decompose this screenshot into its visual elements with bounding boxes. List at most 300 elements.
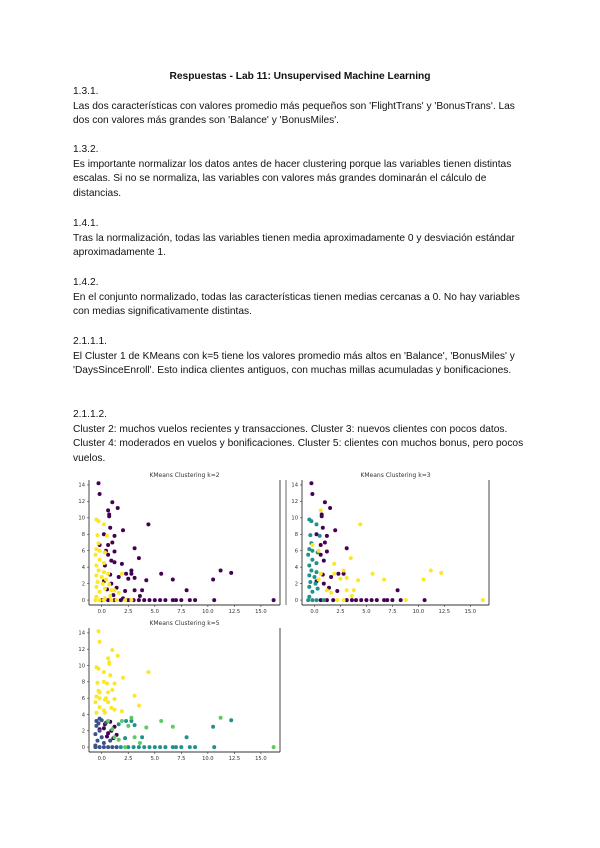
- data-point: [113, 588, 117, 592]
- data-point: [106, 719, 110, 723]
- data-point: [93, 553, 97, 557]
- data-point: [174, 598, 178, 602]
- chart-title: KMeans Clustering k=2: [149, 472, 220, 479]
- kmeans-k5-svg: [62, 618, 292, 764]
- data-point: [171, 725, 175, 729]
- data-point: [137, 704, 141, 708]
- y-tick-label: 14: [78, 630, 85, 637]
- data-point: [144, 578, 148, 582]
- data-point: [137, 745, 141, 749]
- data-point: [356, 578, 360, 582]
- data-point: [359, 598, 363, 602]
- data-point: [308, 533, 312, 537]
- data-point: [123, 598, 127, 602]
- data-point: [126, 577, 130, 581]
- data-point: [104, 578, 108, 582]
- data-point: [98, 729, 102, 733]
- data-point: [193, 745, 197, 749]
- y-tick-label: 10: [78, 663, 85, 670]
- data-point: [345, 588, 349, 592]
- data-point: [98, 717, 102, 721]
- data-point: [325, 550, 329, 554]
- data-point: [103, 711, 107, 715]
- data-point: [153, 598, 157, 602]
- data-point: [371, 572, 375, 576]
- data-point: [124, 719, 128, 723]
- kmeans-k3-svg: [275, 470, 505, 616]
- data-point: [102, 670, 106, 674]
- data-point: [317, 578, 321, 582]
- data-point: [97, 519, 101, 523]
- data-point: [188, 745, 192, 749]
- data-point: [146, 522, 150, 526]
- data-point: [97, 481, 101, 485]
- x-tick-label: 10.0: [412, 609, 425, 615]
- data-point: [316, 587, 320, 591]
- data-point: [133, 588, 137, 592]
- data-point: [306, 598, 310, 602]
- data-point: [320, 514, 324, 518]
- data-point: [113, 534, 117, 538]
- data-point: [179, 598, 183, 602]
- data-point: [133, 546, 137, 550]
- data-point: [148, 745, 152, 749]
- data-point: [307, 573, 311, 577]
- data-point: [142, 598, 146, 602]
- data-point: [110, 688, 114, 692]
- y-tick-label: 8: [81, 679, 85, 686]
- data-point: [211, 725, 215, 729]
- data-point: [96, 580, 100, 584]
- data-point: [107, 662, 111, 666]
- data-point: [307, 585, 311, 589]
- data-point: [329, 591, 333, 595]
- y-tick-label: 2: [81, 728, 85, 735]
- data-point: [98, 558, 102, 562]
- x-tick-label: 0.0: [97, 609, 106, 615]
- data-point: [106, 690, 110, 694]
- data-point: [325, 588, 329, 592]
- data-point: [309, 481, 313, 485]
- data-point: [106, 572, 110, 576]
- data-point: [310, 492, 314, 496]
- data-point: [119, 598, 123, 602]
- data-point: [331, 598, 335, 602]
- data-point: [116, 506, 120, 510]
- data-point: [113, 550, 117, 554]
- data-point: [94, 564, 98, 568]
- data-point: [315, 570, 319, 574]
- data-point: [219, 569, 223, 573]
- data-point: [350, 598, 354, 602]
- y-tick-label: 6: [294, 548, 298, 555]
- data-point: [107, 582, 111, 586]
- x-tick-label: 2.5: [336, 609, 345, 615]
- x-tick-label: 0.0: [97, 756, 106, 762]
- data-point: [317, 549, 321, 553]
- data-point: [100, 575, 104, 579]
- data-point: [110, 745, 114, 749]
- data-point: [113, 735, 117, 739]
- data-point: [102, 745, 106, 749]
- data-point: [329, 575, 333, 579]
- data-point: [129, 569, 133, 573]
- data-point: [375, 598, 379, 602]
- data-point: [123, 745, 127, 749]
- x-tick-label: 12.5: [438, 609, 451, 615]
- data-point: [96, 681, 100, 685]
- data-point: [93, 598, 97, 602]
- data-point: [116, 654, 120, 658]
- data-point: [185, 735, 189, 739]
- data-point: [333, 528, 337, 532]
- y-tick-label: 8: [294, 532, 298, 539]
- data-point: [113, 682, 117, 686]
- data-point: [117, 722, 121, 726]
- data-point: [138, 741, 142, 745]
- y-tick-label: 6: [81, 695, 85, 702]
- data-point: [137, 556, 141, 560]
- data-point: [229, 718, 233, 722]
- data-point: [117, 575, 121, 579]
- data-point: [106, 543, 110, 547]
- x-tick-label: 5.0: [362, 609, 371, 615]
- data-point: [94, 724, 98, 728]
- x-tick-label: 15.0: [255, 756, 267, 762]
- data-point: [108, 526, 112, 530]
- data-point: [103, 550, 107, 554]
- section-text: En el conjunto normalizado, todas las características tienen medias cercanas a 0. No hay variables con medias significativamente distintas.: [73, 291, 520, 317]
- data-point: [146, 670, 150, 674]
- section-1-4-1: [73, 217, 533, 261]
- data-point: [322, 582, 326, 586]
- data-point: [133, 735, 137, 739]
- data-point: [126, 724, 130, 728]
- data-point: [115, 745, 119, 749]
- data-point: [328, 506, 332, 510]
- data-point: [423, 598, 427, 602]
- data-point: [109, 598, 113, 602]
- data-point: [132, 745, 136, 749]
- data-point: [319, 543, 323, 547]
- data-point: [185, 588, 189, 592]
- data-point: [120, 572, 124, 576]
- data-point: [148, 598, 152, 602]
- y-tick-label: 12: [78, 647, 85, 654]
- data-point: [315, 561, 319, 565]
- data-point: [159, 719, 163, 723]
- data-point: [113, 708, 117, 712]
- data-point: [123, 589, 127, 593]
- data-point: [211, 578, 215, 582]
- data-point: [102, 726, 106, 730]
- series-2: [310, 508, 484, 602]
- data-point: [129, 598, 133, 602]
- x-tick-label: 12.5: [228, 756, 241, 762]
- data-point: [100, 735, 104, 739]
- section-text: Cluster 2: muchos vuelos recientes y transacciones. Cluster 3: nuevos clientes con pocos datos. Cluster 4: moderados en vuelos y bonificaciones. Cluster 5: clientes con muchos bonus, pero pocos vuelos.: [73, 423, 524, 464]
- x-tick-label: 2.5: [124, 609, 133, 615]
- chart-title: KMeans Clustering k=3: [360, 472, 431, 479]
- data-point: [117, 591, 121, 595]
- data-point: [97, 667, 101, 671]
- y-tick-label: 0: [81, 744, 85, 751]
- data-point: [342, 598, 346, 602]
- x-tick-label: 7.5: [177, 756, 186, 762]
- data-point: [133, 694, 137, 698]
- x-tick-label: 10.0: [202, 756, 214, 762]
- data-point: [110, 648, 114, 652]
- data-point: [106, 508, 110, 512]
- chart-title: KMeans Clustering k=5: [149, 620, 220, 627]
- data-point: [144, 726, 148, 730]
- data-point: [315, 522, 319, 526]
- y-tick-label: 4: [294, 564, 298, 571]
- data-point: [370, 598, 374, 602]
- data-point: [138, 594, 142, 598]
- data-point: [382, 578, 386, 582]
- data-point: [98, 696, 102, 700]
- data-point: [98, 640, 102, 644]
- data-point: [404, 598, 408, 602]
- data-point: [323, 500, 327, 504]
- series-1: [93, 518, 133, 603]
- data-point: [137, 598, 141, 602]
- data-point: [98, 745, 102, 749]
- y-tick-label: 10: [291, 515, 298, 522]
- data-point: [335, 589, 339, 593]
- section-2-1-1-1: [73, 335, 533, 379]
- data-point: [102, 561, 106, 565]
- section-1-4-2: [73, 276, 533, 320]
- data-point: [140, 588, 144, 592]
- data-point: [106, 553, 110, 557]
- data-point: [399, 598, 403, 602]
- data-point: [117, 738, 121, 742]
- data-point: [158, 745, 162, 749]
- data-point: [105, 534, 109, 538]
- data-point: [102, 741, 106, 745]
- data-point: [121, 528, 125, 532]
- data-point: [212, 745, 216, 749]
- data-point: [96, 739, 100, 743]
- y-tick-label: 12: [78, 499, 85, 506]
- x-tick-label: 12.5: [228, 609, 241, 615]
- data-point: [98, 492, 102, 496]
- y-tick-label: 4: [81, 712, 85, 719]
- data-point: [110, 541, 114, 545]
- data-point: [115, 598, 119, 602]
- data-point: [106, 745, 110, 749]
- data-point: [120, 719, 124, 723]
- data-point: [318, 534, 322, 538]
- data-point: [212, 598, 216, 602]
- data-point: [98, 590, 102, 594]
- data-point: [308, 580, 312, 584]
- data-point: [123, 736, 127, 740]
- data-point: [108, 594, 112, 598]
- data-point: [396, 588, 400, 592]
- series-0: [309, 481, 426, 602]
- data-point: [97, 689, 101, 693]
- data-point: [120, 562, 124, 566]
- data-point: [332, 572, 336, 576]
- data-point: [159, 572, 163, 576]
- data-point: [102, 570, 106, 574]
- data-point: [338, 577, 342, 581]
- data-point: [352, 588, 356, 592]
- data-point: [121, 676, 125, 680]
- data-point: [310, 558, 314, 562]
- y-tick-label: 8: [81, 532, 85, 539]
- kmeans-k2-svg: [62, 470, 292, 616]
- data-point: [142, 745, 146, 749]
- data-point: [96, 533, 100, 537]
- section-number: 1.4.1.: [73, 218, 99, 229]
- section-1-3-2: [73, 143, 533, 201]
- series-1: [93, 717, 118, 750]
- section-number: 1.4.2.: [73, 277, 99, 288]
- section-number: 2.1.1.1.: [73, 336, 107, 347]
- data-point: [94, 585, 98, 589]
- data-point: [97, 569, 101, 573]
- data-point: [93, 745, 97, 749]
- data-point: [272, 745, 276, 749]
- data-point: [98, 598, 102, 602]
- data-point: [422, 578, 426, 582]
- x-tick-label: 7.5: [177, 609, 186, 615]
- section-text: El Cluster 1 de KMeans con k=5 tiene los valores promedio más altos en 'Balance', 'BonusMiles' y 'DaysSinceEnroll'. Esto indica clientes antiguos, con muchas millas acumuladas y bonificaciones.: [73, 350, 515, 376]
- y-tick-label: 4: [81, 564, 85, 571]
- x-tick-label: 15.0: [464, 609, 477, 615]
- y-tick-label: 0: [294, 597, 298, 604]
- data-point: [93, 700, 97, 704]
- data-point: [319, 572, 323, 576]
- data-point: [120, 709, 124, 713]
- data-point: [358, 522, 362, 526]
- kmeans-k3-chart: [275, 470, 505, 616]
- section-text: Las dos características con valores promedio más pequeños son 'FlightTrans' y 'BonusTrans'. Las dos con valores más grandes son 'Balance' y 'BonusMiles'.: [73, 100, 515, 126]
- data-point: [188, 598, 192, 602]
- y-tick-label: 2: [81, 581, 85, 588]
- data-point: [385, 598, 389, 602]
- data-point: [140, 735, 144, 739]
- data-point: [133, 723, 137, 727]
- data-point: [124, 572, 128, 576]
- series-0: [97, 481, 276, 602]
- section-1-3-1: [73, 85, 533, 129]
- y-tick-label: 0: [81, 597, 85, 604]
- data-point: [97, 541, 101, 545]
- data-point: [314, 582, 318, 586]
- x-tick-label: 15.0: [255, 609, 267, 615]
- data-point: [106, 656, 110, 660]
- x-tick-label: 7.5: [388, 609, 397, 615]
- data-point: [429, 569, 433, 573]
- section-number: 1.3.1.: [73, 86, 99, 97]
- data-point: [322, 559, 326, 563]
- x-tick-label: 5.0: [150, 756, 159, 762]
- x-tick-label: 10.0: [202, 609, 214, 615]
- data-point: [481, 598, 485, 602]
- data-point: [113, 697, 117, 701]
- document-title: Respuestas - Lab 11: Unsupervised Machine Learning: [169, 71, 431, 82]
- data-point: [193, 598, 197, 602]
- y-tick-label: 6: [81, 548, 85, 555]
- data-point: [315, 598, 319, 602]
- data-point: [306, 553, 310, 557]
- data-point: [163, 745, 167, 749]
- data-point: [310, 590, 314, 594]
- data-point: [307, 564, 311, 568]
- data-point: [113, 560, 117, 564]
- section-number: 2.1.1.2.: [73, 409, 107, 420]
- data-point: [102, 522, 106, 526]
- series-2: [117, 718, 234, 749]
- data-point: [310, 598, 314, 602]
- data-point: [94, 573, 98, 577]
- data-point: [133, 576, 137, 580]
- data-point: [94, 711, 98, 715]
- data-point: [309, 519, 313, 523]
- section-text: Es importante normalizar los datos antes de hacer clustering porque las variables tienen distintas escalas. Si no se normaliza, las variables con valores más grandes dominarán el cálculo de distancias.: [73, 158, 512, 199]
- data-point: [321, 526, 325, 530]
- data-point: [332, 562, 336, 566]
- data-point: [105, 682, 109, 686]
- data-point: [119, 745, 123, 749]
- data-point: [98, 549, 102, 553]
- data-point: [97, 629, 101, 633]
- y-tick-label: 14: [291, 482, 298, 489]
- section-number: 1.3.2.: [73, 144, 99, 155]
- data-point: [336, 572, 340, 576]
- y-tick-label: 14: [78, 482, 85, 489]
- x-tick-label: 5.0: [150, 609, 159, 615]
- data-point: [129, 716, 133, 720]
- data-point: [319, 508, 323, 512]
- data-point: [229, 571, 233, 575]
- data-point: [219, 716, 223, 720]
- data-point: [106, 700, 110, 704]
- section-text: Tras la normalización, todas las variables tienen media aproximadamente 0 y desviación estándar aproximadamente 1.: [73, 232, 515, 258]
- data-point: [153, 745, 157, 749]
- data-point: [107, 514, 111, 518]
- y-tick-label: 2: [294, 581, 298, 588]
- data-point: [110, 500, 114, 504]
- series-4: [93, 629, 150, 715]
- data-point: [158, 598, 162, 602]
- data-point: [342, 569, 346, 573]
- data-point: [335, 598, 339, 602]
- kmeans-k2-chart: [62, 470, 292, 616]
- y-tick-label: 10: [78, 515, 85, 522]
- section-2-1-1-2: [73, 408, 533, 466]
- data-point: [93, 732, 97, 736]
- data-point: [310, 549, 314, 553]
- data-point: [102, 598, 106, 602]
- data-point: [110, 727, 114, 731]
- data-point: [179, 745, 183, 749]
- data-point: [103, 698, 107, 702]
- data-point: [349, 556, 353, 560]
- data-point: [174, 745, 178, 749]
- data-point: [345, 576, 349, 580]
- data-point: [108, 673, 112, 677]
- data-point: [98, 705, 102, 709]
- data-point: [364, 598, 368, 602]
- data-point: [310, 543, 314, 547]
- data-point: [322, 598, 326, 602]
